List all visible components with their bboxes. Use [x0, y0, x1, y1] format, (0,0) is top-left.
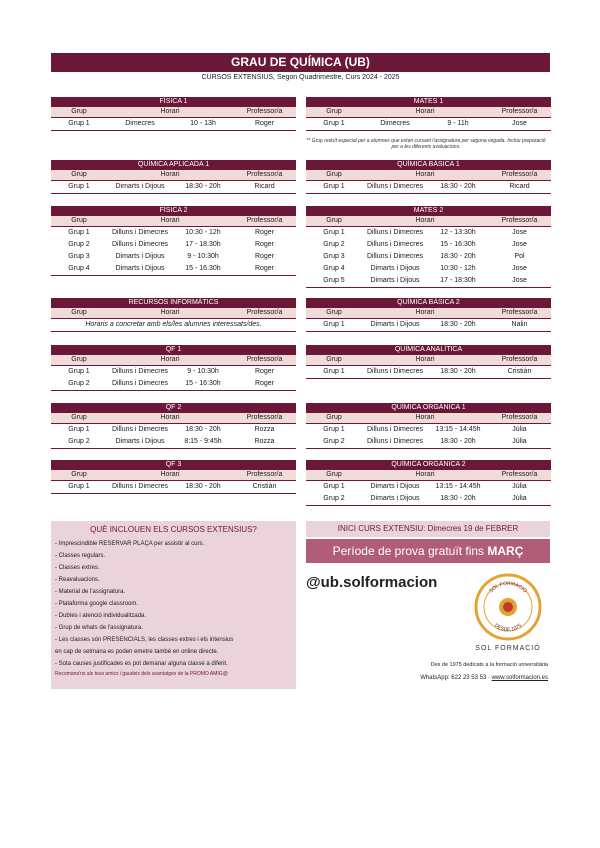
page-title: GRAU DE QUÍMICA (UB) — [51, 53, 550, 72]
table-row — [306, 481, 551, 493]
cell-grup: Grup 3 — [323, 253, 345, 260]
table-row — [306, 118, 551, 131]
cell-grup: Grup 2 — [323, 495, 345, 502]
cell-grup: Grup 4 — [68, 265, 90, 272]
whatsapp-text: WhatsApp: 622 23 53 53 · — [420, 675, 492, 681]
cell-professor: Roger — [254, 229, 275, 236]
course-mates1 — [306, 97, 551, 131]
cell-professor: Rozza — [254, 426, 275, 433]
cell-dies: Dimarts i Dijous — [370, 483, 420, 490]
sol-formacio-logo — [474, 573, 542, 641]
cell-professor: Jose — [512, 120, 527, 127]
col-horari: Horari — [160, 414, 180, 421]
cell-professor: Ricard — [509, 183, 530, 190]
cell-hora: 13:15 - 14:45h — [435, 483, 481, 490]
cell-grup: Grup 3 — [68, 253, 90, 260]
col-horari: Horari — [415, 471, 435, 478]
col-professor: Professor/a — [501, 471, 538, 478]
cell-dies: Dilluns i Dimecres — [111, 241, 168, 248]
cell-grup: Grup 4 — [323, 265, 345, 272]
col-horari: Horari — [160, 356, 180, 363]
cell-grup: Grup 1 — [323, 483, 345, 490]
cell-hora: 18:30 - 20h — [185, 426, 221, 433]
col-professor: Professor/a — [246, 356, 283, 363]
column-header — [306, 308, 551, 319]
course-fisica2 — [51, 206, 296, 276]
cell-dies: Dilluns i Dimecres — [366, 253, 423, 260]
course-recursos-informatics — [51, 298, 296, 332]
block-title: QF 2 — [51, 403, 296, 413]
cell-dies: Dilluns i Dimecres — [366, 438, 423, 445]
col-horari: Horari — [160, 471, 180, 478]
includes-item: en cap de setmana es poden emetre també en online directe. — [55, 649, 219, 655]
col-horari: Horari — [415, 414, 435, 421]
col-horari: Horari — [160, 309, 180, 316]
cell-dies: Dilluns i Dimecres — [366, 241, 423, 248]
includes-item: - Reavaluacions. — [55, 577, 100, 583]
cell-grup: Grup 1 — [68, 483, 90, 490]
col-grup: Grup — [71, 108, 87, 115]
cell-dies: Dilluns i Dimecres — [111, 380, 168, 387]
cell-dies: Dilluns i Dimecres — [111, 483, 168, 490]
includes-title: QUÈ INCLOUEN ELS CURSOS EXTENSIUS? — [90, 525, 257, 534]
cell-hora: 18:30 - 20h — [185, 483, 221, 490]
column-header — [51, 470, 296, 481]
cell-professor: Júlia — [512, 483, 527, 490]
cell-dies: Dilluns i Dimecres — [366, 183, 423, 190]
course-quimica-basica-1 — [306, 160, 551, 194]
cell-hora: 10:30 - 12h — [440, 265, 476, 272]
cell-grup: Grup 1 — [323, 426, 345, 433]
cell-professor: Roger — [254, 380, 275, 387]
course-fisica1 — [51, 97, 296, 131]
cell-grup: Grup 5 — [323, 277, 345, 284]
table-row — [306, 181, 551, 194]
course-mates2 — [306, 206, 551, 288]
cell-dies: Dilluns i Dimecres — [366, 229, 423, 236]
col-grup: Grup — [326, 108, 342, 115]
cell-professor: Cristiàn — [507, 368, 532, 375]
table-row — [306, 227, 551, 239]
cell-dies: Dimarts i Dijous — [370, 321, 420, 328]
brand-name: SOL FORMACIÓ — [475, 645, 541, 652]
table-row — [306, 424, 551, 436]
block-title: QUÍMICA ORGÀNICA 1 — [306, 403, 551, 413]
col-professor: Professor/a — [246, 309, 283, 316]
cell-professor: Roger — [254, 265, 275, 272]
cell-professor: Cristiàn — [252, 483, 277, 490]
column-header — [306, 216, 551, 227]
course-qf3 — [51, 460, 296, 494]
cell-professor: Nalin — [511, 321, 528, 328]
table-row — [51, 366, 296, 378]
block-title: MATES 2 — [306, 206, 551, 216]
block-title: MATES 1 — [306, 97, 551, 107]
table-row — [51, 378, 296, 391]
table-row — [51, 263, 296, 276]
cell-hora: 10 - 13h — [190, 120, 216, 127]
includes-item: - Sota causes justificades es pot demanar alguna classe a diferit. — [55, 661, 228, 667]
cell-dies: Dimecres — [125, 120, 155, 127]
column-header — [51, 355, 296, 366]
includes-item: - Dubtes i atenció individualitzada. — [55, 613, 147, 619]
block-title: QUÍMICA ORGÀNICA 2 — [306, 460, 551, 470]
cell-hora: 9 - 10:30h — [187, 253, 219, 260]
includes-item: - Classes extres. — [55, 565, 100, 571]
logo-ring-top: SOL FORMACIÓ — [488, 580, 528, 595]
instagram-handle[interactable]: @ub.solformacion — [306, 574, 438, 591]
cell-hora: 15 - 16:30h — [440, 241, 476, 248]
block-title: RECURSOS INFORMÀTICS — [51, 298, 296, 308]
cell-professor: Jose — [512, 241, 527, 248]
course-qf1 — [51, 345, 296, 391]
cell-grup: Grup 1 — [68, 368, 90, 375]
cell-hora: 18:30 - 20h — [440, 253, 476, 260]
table-row — [51, 118, 296, 131]
cell-hora: 18:30 - 20h — [440, 321, 476, 328]
includes-item: - Classes regulars. — [55, 553, 106, 559]
cell-hora: 17 - 18:30h — [440, 277, 476, 284]
cell-grup: Grup 1 — [68, 426, 90, 433]
col-grup: Grup — [71, 217, 87, 224]
promo-footer: Recomana'ns als teus amics i gaudeix dels avantatges de la PROMO AMIG@ — [55, 671, 228, 677]
col-grup: Grup — [71, 309, 87, 316]
includes-item: - Imprescindible RESERVAR PLAÇA per assistir al curs. — [55, 541, 205, 547]
cell-dies: Dimarts i Dijous — [115, 183, 165, 190]
col-professor: Professor/a — [246, 217, 283, 224]
cell-grup: Grup 2 — [323, 438, 345, 445]
cell-hora: 10:30 - 12h — [185, 229, 221, 236]
cell-dies: Dilluns i Dimecres — [366, 368, 423, 375]
col-professor: Professor/a — [246, 171, 283, 178]
mates1-note: ** Grup reduït especial per a alumnes que estan cursant l'assignatura per segona vegada. Inclou preparació per a les diferents avaluacions. — [306, 138, 546, 150]
column-header — [51, 308, 296, 319]
col-grup: Grup — [71, 471, 87, 478]
cell-dies: Dimarts i Dijous — [115, 438, 165, 445]
cell-hora: 9 - 10:30h — [187, 368, 219, 375]
cell-professor: Jose — [512, 229, 527, 236]
recursos-note: Horaris a concretar amb els/les alumnes interessats/des. — [51, 319, 296, 332]
cell-dies: Dimarts i Dijous — [370, 265, 420, 272]
cell-hora: 12 - 13:30h — [440, 229, 476, 236]
cell-dies: Dilluns i Dimecres — [111, 426, 168, 433]
cell-grup: Grup 2 — [323, 241, 345, 248]
table-row — [51, 481, 296, 494]
cell-grup: Grup 1 — [68, 229, 90, 236]
since-text: Des de 1975 dedicats a la formació universitària — [430, 662, 548, 668]
cell-professor: Júlia — [512, 426, 527, 433]
trial-banner — [306, 539, 550, 563]
col-professor: Professor/a — [501, 414, 538, 421]
includes-item: - Les classes són PRESENCIALS, les classes extres i els intensius — [55, 637, 234, 643]
cell-hora: 18:30 - 20h — [440, 495, 476, 502]
block-title: QF 3 — [51, 460, 296, 470]
cell-hora: 18:30 - 20h — [440, 368, 476, 375]
cell-hora: 18:30 - 20h — [440, 438, 476, 445]
block-title: QUÍMICA BÀSICA 1 — [306, 160, 551, 170]
col-professor: Professor/a — [501, 108, 538, 115]
cell-grup: Grup 1 — [323, 183, 345, 190]
table-row — [51, 424, 296, 436]
column-header — [306, 413, 551, 424]
cell-grup: Grup 2 — [68, 380, 90, 387]
col-horari: Horari — [415, 217, 435, 224]
col-grup: Grup — [326, 217, 342, 224]
cell-grup: Grup 1 — [323, 120, 345, 127]
cell-professor: Roger — [254, 241, 275, 248]
column-header — [51, 216, 296, 227]
col-professor: Professor/a — [246, 471, 283, 478]
cell-professor: Roger — [254, 120, 275, 127]
col-horari: Horari — [415, 108, 435, 115]
table-row — [306, 263, 551, 275]
cell-dies: Dimarts i Dijous — [115, 253, 165, 260]
block-title: QUÍMICA APLICADA 1 — [51, 160, 296, 170]
course-quimica-analitica — [306, 345, 551, 379]
column-header — [51, 170, 296, 181]
block-title: FÍSICA 2 — [51, 206, 296, 216]
col-grup: Grup — [326, 471, 342, 478]
cell-professor: Júlia — [512, 495, 527, 502]
table-row — [306, 275, 551, 288]
cell-hora: 9 - 11h — [447, 120, 469, 127]
column-header — [306, 170, 551, 181]
table-row — [51, 239, 296, 251]
col-professor: Professor/a — [246, 414, 283, 421]
cell-professor: Júlia — [512, 438, 527, 445]
cell-grup: Grup 2 — [68, 438, 90, 445]
col-grup: Grup — [71, 171, 87, 178]
cell-dies: Dilluns i Dimecres — [111, 229, 168, 236]
col-grup: Grup — [326, 309, 342, 316]
cell-grup: Grup 1 — [323, 368, 345, 375]
block-title: QUÍMICA ANALÍTICA — [306, 345, 551, 355]
cell-grup: Grup 1 — [68, 120, 90, 127]
col-horari: Horari — [160, 171, 180, 178]
course-start-banner: INICI CURS EXTENSIU: Dimecres 19 de FEBRER — [306, 521, 550, 537]
includes-list — [51, 538, 296, 670]
course-qf2 — [51, 403, 296, 449]
course-quimica-aplicada-1 — [51, 160, 296, 194]
cell-hora: 15 - 16:30h — [185, 265, 221, 272]
col-horari: Horari — [415, 356, 435, 363]
cell-hora: 18:30 - 20h — [185, 183, 221, 190]
column-header — [51, 413, 296, 424]
cell-grup: Grup 1 — [323, 229, 345, 236]
block-title: FÍSICA 1 — [51, 97, 296, 107]
col-grup: Grup — [71, 414, 87, 421]
table-row — [51, 227, 296, 239]
course-quimica-organica-2 — [306, 460, 551, 506]
column-header — [51, 107, 296, 118]
col-horari: Horari — [160, 108, 180, 115]
cell-dies: Dimarts i Dijous — [370, 277, 420, 284]
cell-hora: 13:15 - 14:45h — [435, 426, 481, 433]
col-horari: Horari — [160, 217, 180, 224]
col-professor: Professor/a — [501, 309, 538, 316]
cell-professor: Roger — [254, 368, 275, 375]
trial-month: MARÇ — [487, 544, 524, 558]
course-quimica-organica-1 — [306, 403, 551, 449]
col-professor: Professor/a — [501, 217, 538, 224]
table-row — [51, 436, 296, 449]
column-header — [306, 355, 551, 366]
table-row — [51, 251, 296, 263]
col-horari: Horari — [415, 309, 435, 316]
cell-hora: 15 - 16:30h — [185, 380, 221, 387]
cell-grup: Grup 1 — [68, 183, 90, 190]
table-row — [306, 436, 551, 449]
cell-dies: Dilluns i Dimecres — [111, 368, 168, 375]
table-row — [306, 319, 551, 332]
block-title: QF 1 — [51, 345, 296, 355]
website-link[interactable]: www.solformacion.es — [491, 675, 548, 681]
includes-item: - Material de l'assignatura. — [55, 589, 126, 595]
column-header — [306, 107, 551, 118]
cell-hora: 17 - 18:30h — [185, 241, 221, 248]
course-quimica-basica-2 — [306, 298, 551, 332]
cell-professor: Rozza — [254, 438, 275, 445]
cell-dies: Dilluns i Dimecres — [366, 426, 423, 433]
col-horari: Horari — [415, 171, 435, 178]
trial-text: Període de prova gratuït fins — [332, 544, 488, 558]
cell-professor: Ricard — [254, 183, 275, 190]
col-grup: Grup — [326, 414, 342, 421]
includes-item: - Grup de whats de l'assignatura. — [55, 625, 143, 631]
col-grup: Grup — [326, 171, 342, 178]
table-row — [306, 366, 551, 379]
includes-item: - Plataforma google classroom. — [55, 601, 139, 607]
cell-dies: Dimecres — [380, 120, 410, 127]
block-title: QUÍMICA BÀSICA 2 — [306, 298, 551, 308]
table-row — [306, 251, 551, 263]
contact-line — [330, 675, 548, 681]
cell-professor: Jose — [512, 265, 527, 272]
col-professor: Professor/a — [501, 356, 538, 363]
cell-hora: 18:30 - 20h — [440, 183, 476, 190]
table-row — [51, 181, 296, 194]
cell-dies: Dimarts i Dijous — [370, 495, 420, 502]
logo-ring-bottom: DESDE 1975 — [493, 622, 523, 634]
col-grup: Grup — [71, 356, 87, 363]
includes-box — [51, 521, 296, 689]
col-grup: Grup — [326, 356, 342, 363]
column-header — [306, 470, 551, 481]
col-professor: Professor/a — [501, 171, 538, 178]
page-subtitle: CURSOS EXTENSIUS, Segon Quadrimestre, Curs 2024 - 2025 — [201, 74, 400, 81]
cell-professor: Jose — [512, 277, 527, 284]
cell-professor: Pol — [514, 253, 525, 260]
table-row — [306, 239, 551, 251]
cell-grup: Grup 1 — [323, 321, 345, 328]
cell-dies: Dimarts i Dijous — [115, 265, 165, 272]
cell-professor: Roger — [254, 253, 275, 260]
table-row — [306, 493, 551, 506]
cell-grup: Grup 2 — [68, 241, 90, 248]
cell-hora: 8:15 - 9:45h — [184, 438, 222, 445]
col-professor: Professor/a — [246, 108, 283, 115]
